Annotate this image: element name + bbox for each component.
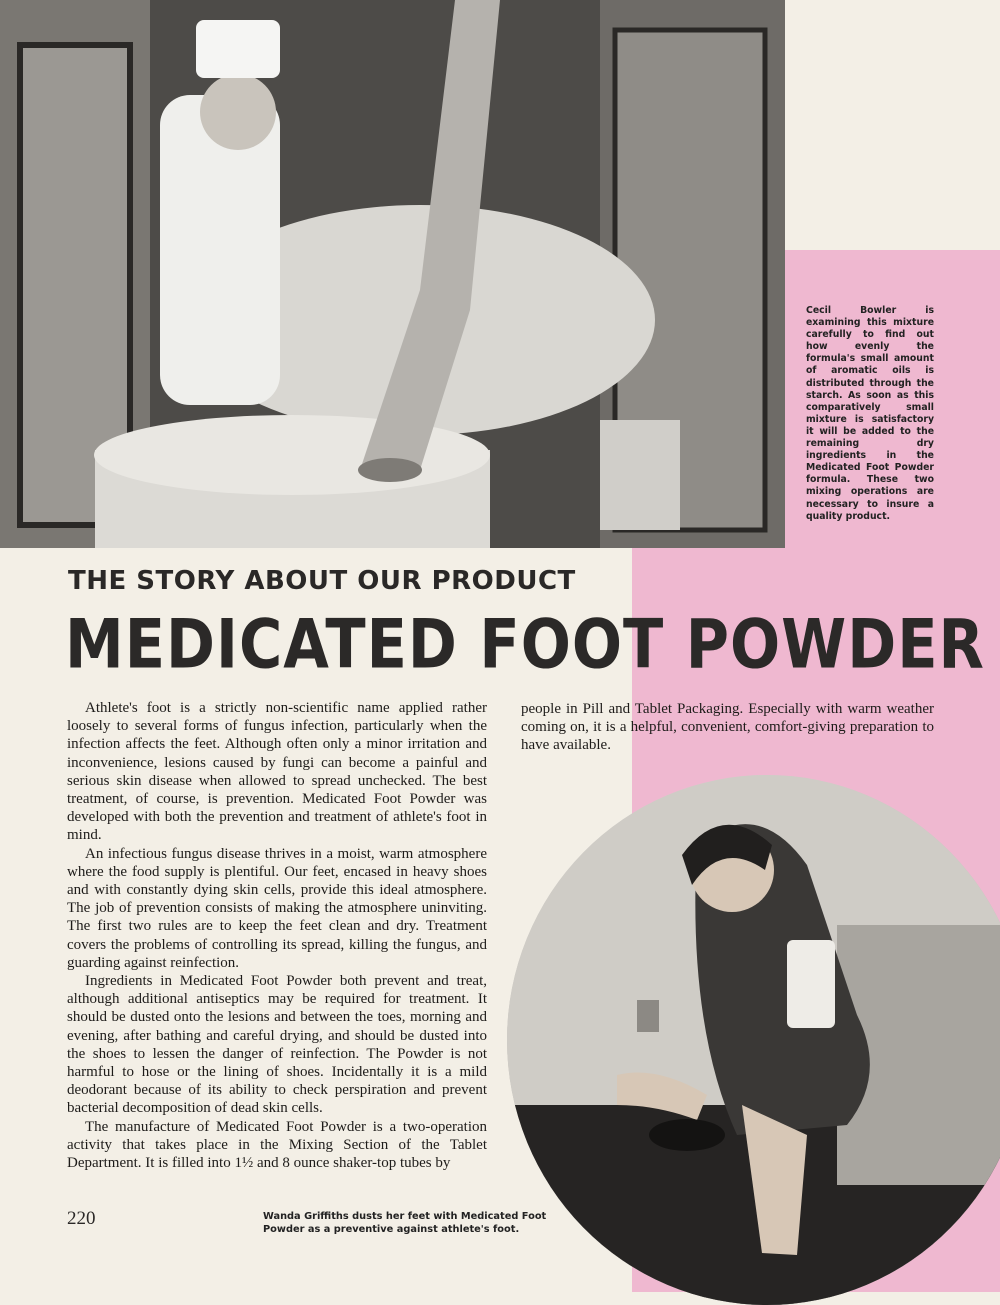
- article-kicker: THE STORY ABOUT OUR PRODUCT: [68, 566, 576, 596]
- article-headline: MEDICATED FOOT POWDER: [65, 604, 985, 684]
- article-paragraph: people in Pill and Tablet Packaging. Especially with warm weather coming on, it is a helpful, convenient, comfort-giving preparation to have available.: [521, 701, 934, 754]
- article-paragraph: An infectious fungus disease thrives in a moist, warm atmosphere where the food supply is plentiful. Our feet, encased in heavy shoes and with constantly dying skin cells, provide this ideal atmosphere. The job of prevention consists of making the atmosphere uninviting. The first two rules are to keep the feet clean and dry. Treatment covers the problems of controlling its spread, killing the fungus, and guarding against reinfection.: [67, 845, 487, 971]
- bottom-photo-caption: Wanda Griffiths dusts her feet with Medicated Foot Powder as a preventive against athlete's foot.: [263, 1211, 547, 1235]
- article-paragraph: The manufacture of Medicated Foot Powder is a two-operation activity that takes place in the Mixing Section of the Tablet Department. It is filled into 1½ and 8 ounce shaker-top tubes by: [67, 1118, 487, 1172]
- woman-dusting-feet-photo: [507, 775, 1000, 1305]
- article-paragraph: Ingredients in Medicated Foot Powder both prevent and treat, although additional antiseptics may be required for treatment. It should be dusted onto the lesions and between the toes, morning and evening, after bathing and careful drying, and should be dusted into the shoes to lessen the danger of reinfection. The Powder is not harmful to hose or the lining of shoes. Incidentally it is a mild deodorant because of its ability to check perspiration and prevent bacterial decomposition of dead skin cells.: [67, 973, 487, 1117]
- article-column-left: [67, 699, 487, 1172]
- article-column-right: [521, 700, 934, 755]
- article-paragraph: Athlete's foot is a strictly non-scientific name applied rather loosely to several forms of fungus infection, particularly when the infection affects the feet. Although often only a minor irritation and inconvenience, lesions caused by fungi can become a painful and serious skin disease when allowed to spread unchecked. The best treatment, of course, is prevention. Medicated Foot Powder was developed with both the prevention and treatment of athlete's foot in mind.: [67, 700, 487, 844]
- top-photo-caption: Cecil Bowler is examining this mixture carefully to find out how evenly the formula's small amount of aromatic oils is distributed through the starch. As soon as this comparatively small mixture is satisfactory it will be added to the remaining dry ingredients in the Medicated Foot Powder formula. These two mixing operations are necessary to insure a quality product.: [806, 305, 934, 522]
- page-number: 220: [67, 1208, 96, 1229]
- mixing-machine-photo: [0, 0, 785, 548]
